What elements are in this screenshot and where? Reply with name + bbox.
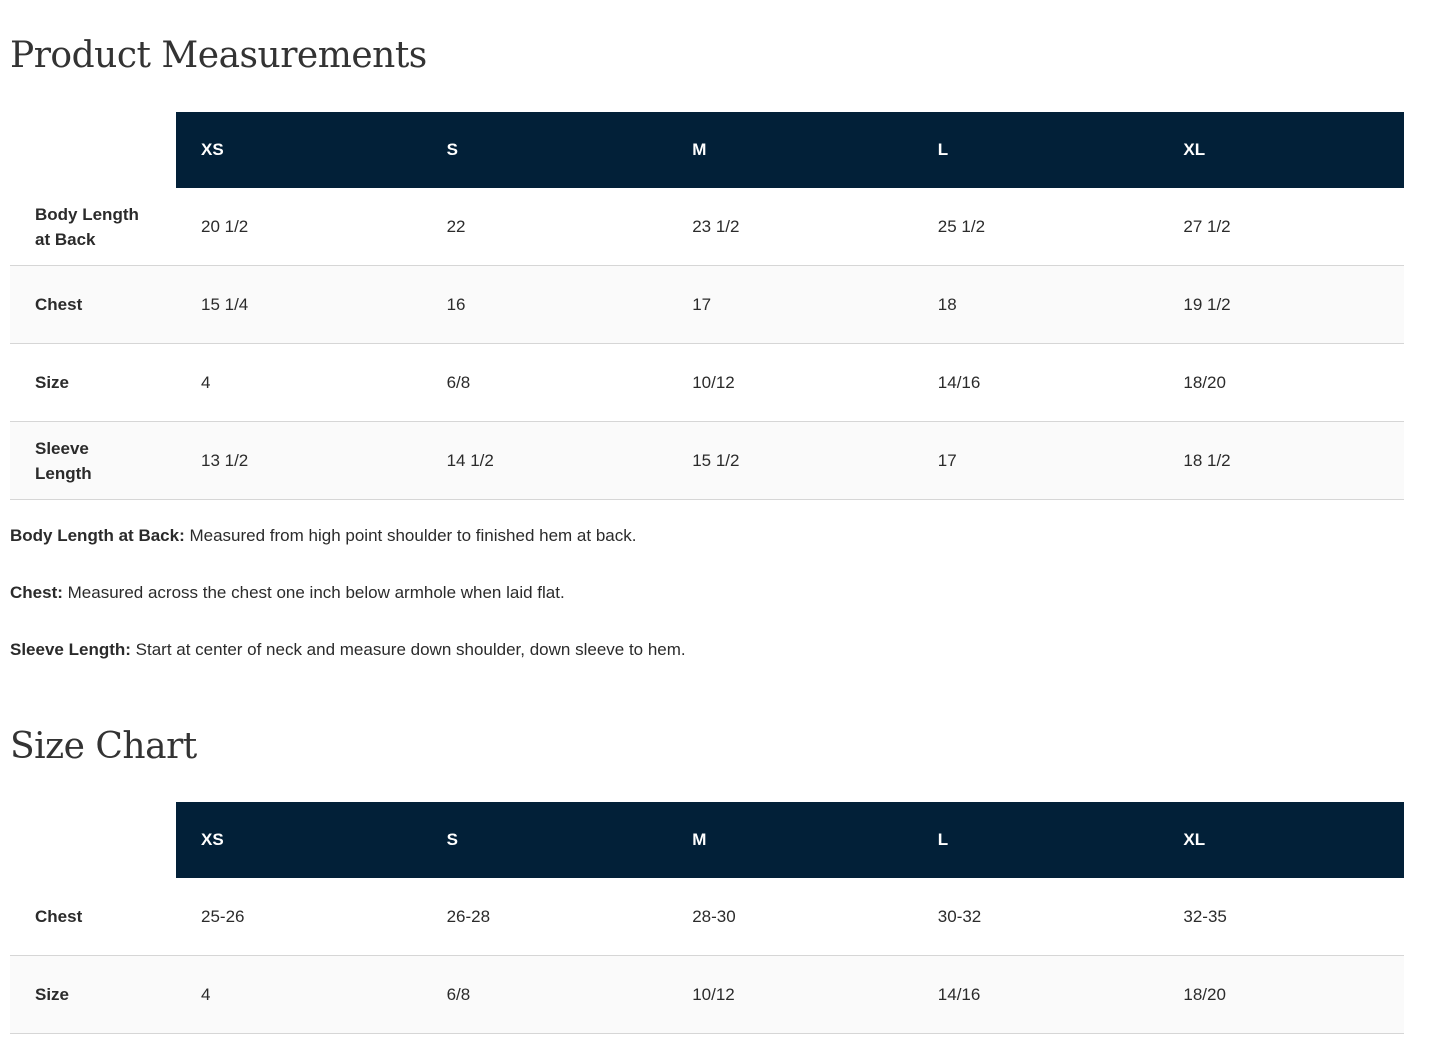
table-cell: 6/8 [422, 956, 668, 1034]
header-size-xs: XS [176, 112, 422, 188]
header-size-m: M [667, 112, 913, 188]
row-label: Body Length at Back [10, 188, 176, 266]
table-cell: 15 1/4 [176, 266, 422, 344]
header-size-xs: XS [176, 802, 422, 878]
table-row-chest [10, 266, 1404, 344]
table-cell: 4 [176, 344, 422, 422]
row-label: Chest [10, 266, 176, 344]
table-cell: 22 [422, 188, 668, 266]
note-body-length [10, 524, 1404, 581]
table-cell: 14/16 [913, 956, 1159, 1034]
note-term: Body Length at Back: [10, 526, 185, 545]
size-chart-title: Size Chart [10, 726, 197, 767]
table-cell: 30-32 [913, 878, 1159, 956]
note-text: Measured across the chest one inch below armhole when laid flat. [67, 583, 565, 602]
note-term: Chest: [10, 583, 63, 602]
note-text: Measured from high point shoulder to finished hem at back. [189, 526, 637, 545]
header-size-m: M [667, 802, 913, 878]
table-cell: 26-28 [422, 878, 668, 956]
size-chart-table [10, 802, 1404, 1034]
header-size-xl: XL [1158, 802, 1404, 878]
table-cell: 17 [913, 422, 1159, 500]
table-row-chest [10, 878, 1404, 956]
table-row-body-length [10, 188, 1404, 266]
table-cell: 15 1/2 [667, 422, 913, 500]
note-sleeve-length [10, 638, 1404, 695]
table-cell: 17 [667, 266, 913, 344]
row-label: Size [10, 956, 176, 1034]
row-label: Size [10, 344, 176, 422]
header-size-xl: XL [1158, 112, 1404, 188]
product-measurements-table [10, 112, 1404, 500]
header-size-l: L [913, 112, 1159, 188]
table-cell: 25 1/2 [913, 188, 1159, 266]
table-cell: 13 1/2 [176, 422, 422, 500]
header-size-s: S [422, 802, 668, 878]
header-corner-cell [10, 112, 176, 188]
table-cell: 23 1/2 [667, 188, 913, 266]
note-chest [10, 581, 1404, 638]
table-cell: 10/12 [667, 956, 913, 1034]
table-row-size [10, 956, 1404, 1034]
table-cell: 14/16 [913, 344, 1159, 422]
table-row-sleeve-length [10, 422, 1404, 500]
table-cell: 28-30 [667, 878, 913, 956]
table-cell: 19 1/2 [1158, 266, 1404, 344]
table-cell: 18 [913, 266, 1159, 344]
table-cell: 16 [422, 266, 668, 344]
header-size-l: L [913, 802, 1159, 878]
header-corner-cell [10, 802, 176, 878]
measurement-notes [10, 524, 1404, 695]
table-cell: 14 1/2 [422, 422, 668, 500]
table-cell: 27 1/2 [1158, 188, 1404, 266]
table-header-row [10, 112, 1404, 188]
table-cell: 32-35 [1158, 878, 1404, 956]
note-text: Start at center of neck and measure down shoulder, down sleeve to hem. [135, 640, 686, 659]
table-cell: 25-26 [176, 878, 422, 956]
table-row-size [10, 344, 1404, 422]
table-cell: 10/12 [667, 344, 913, 422]
header-size-s: S [422, 112, 668, 188]
table-cell: 18 1/2 [1158, 422, 1404, 500]
table-cell: 18/20 [1158, 956, 1404, 1034]
table-cell: 6/8 [422, 344, 668, 422]
note-term: Sleeve Length: [10, 640, 131, 659]
row-label: Chest [10, 878, 176, 956]
table-cell: 4 [176, 956, 422, 1034]
table-cell: 20 1/2 [176, 188, 422, 266]
product-measurements-title: Product Measurements [10, 35, 427, 76]
table-cell: 18/20 [1158, 344, 1404, 422]
table-header-row [10, 802, 1404, 878]
row-label: Sleeve Length [10, 422, 176, 500]
